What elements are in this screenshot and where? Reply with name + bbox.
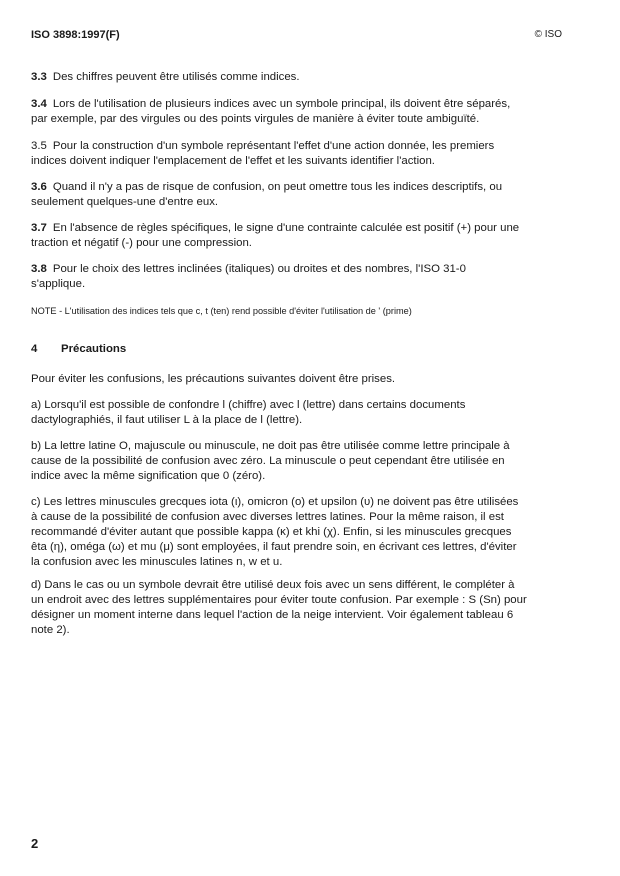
header-copyright: © ISO — [534, 29, 562, 40]
clause-text-line: Pour la construction d'un symbole représentant l'effet d'une action donnée, les premiers — [52, 140, 495, 152]
page-number: 2 — [31, 836, 39, 851]
clause-3-3 — [31, 70, 556, 85]
item-text-line: un endroit avec des lettres supplémentaires pour éviter toute confusion. Par exemple : S (Sn) pour — [31, 594, 527, 606]
clause-number: 3.4 — [31, 98, 47, 110]
item-text-line: indice avec la même signification que 0 (zéro). — [31, 470, 266, 482]
clause-number: 3.6 — [31, 181, 47, 193]
clause-number: 3.7 — [31, 222, 47, 234]
item-text-line: b) La lettre latine O, majuscule ou minuscule, ne doit pas être utilisée comme lettre principale à — [31, 440, 510, 452]
section-heading — [31, 343, 126, 355]
clause-3-4 — [31, 97, 556, 127]
clause-3-8 — [31, 262, 556, 292]
clause-text-line: seulement quelques-une d'entre eux. — [31, 196, 219, 208]
clause-3-6 — [31, 180, 556, 210]
precaution-item-b — [31, 439, 556, 484]
item-text-line: d) Dans le cas ou un symbole devrait être utilisé deux fois avec un sens différent, le compléter à — [31, 579, 515, 591]
item-text-line: à cause de la possibilité de confusion avec diverses lettres latines. Pour la même raison, il est — [31, 511, 504, 523]
clause-3-7 — [31, 221, 556, 251]
item-text-line: êta (η), oméga (ω) et mu (μ) sont employées, il faut prendre soin, en écrivant ces lettres, d'éviter — [31, 541, 517, 553]
clause-text-line: Lors de l'utilisation de plusieurs indices avec un symbole principal, ils doivent être séparés, — [52, 98, 511, 110]
clause-text-line: Des chiffres peuvent être utilisés comme indices. — [52, 71, 300, 83]
clause-text-line: indices doivent indiquer l'emplacement de l'effet et les suivants identifier l'action. — [31, 155, 435, 167]
precaution-item-d — [31, 578, 556, 638]
clause-text-line: s'applique. — [31, 278, 86, 290]
item-text-line: cause de la possibilité de confusion avec zéro. La minuscule o peut cependant être utilisée en — [31, 455, 505, 467]
item-text-line: c) Les lettres minuscules grecques iota (ι), omicron (ο) et upsilon (υ) ne doivent pas être utilisées — [31, 496, 519, 508]
section-number: 4 — [31, 343, 38, 355]
item-text-line: recommandé d'éviter autant que possible kappa (κ) et khi (χ). Enfin, si les minuscules grecques — [31, 526, 512, 538]
section-title: Précautions — [61, 343, 127, 355]
item-text-line: la confusion avec les minuscules latines n, w et u. — [31, 556, 283, 568]
clause-3-5 — [31, 139, 556, 169]
note: NOTE - L'utilisation des indices tels que c, t (ten) rend possible d'éviter l'utilisation de ' (prime) — [31, 306, 412, 316]
precaution-item-c — [31, 495, 556, 570]
section-intro: Pour éviter les confusions, les précautions suivantes doivent être prises. — [31, 373, 396, 385]
clause-number: 3.5 — [31, 140, 47, 152]
clause-number: 3.8 — [31, 263, 47, 275]
clause-number: 3.3 — [31, 71, 47, 83]
header-standard-id: ISO 3898:1997(F) — [31, 29, 120, 41]
item-text-line: a) Lorsqu'il est possible de confondre l (chiffre) avec l (lettre) dans certains documents — [31, 399, 466, 411]
precaution-item-a — [31, 398, 556, 428]
clause-text-line: traction et négatif (-) pour une compression. — [31, 237, 252, 249]
item-text-line: désigner un moment interne dans lequel l'action de la neige intervient. Voir également tableau 6 — [31, 609, 514, 621]
clause-text-line: Quand il n'y a pas de risque de confusion, on peut omettre tous les indices descriptifs, ou — [52, 181, 503, 193]
clause-text-line: En l'absence de règles spécifiques, le signe d'une contrainte calculée est positif (+) pour une — [52, 222, 520, 234]
clause-text-line: Pour le choix des lettres inclinées (italiques) ou droites et des nombres, l'ISO 31-0 — [52, 263, 466, 275]
clause-text-line: par exemple, par des virgules ou des points virgules de manière à éviter toute ambiguïté. — [31, 113, 480, 125]
item-text-line: dactylographiés, il faut utiliser L à la place de l (lettre). — [31, 414, 303, 426]
item-text-line: note 2). — [31, 624, 70, 636]
